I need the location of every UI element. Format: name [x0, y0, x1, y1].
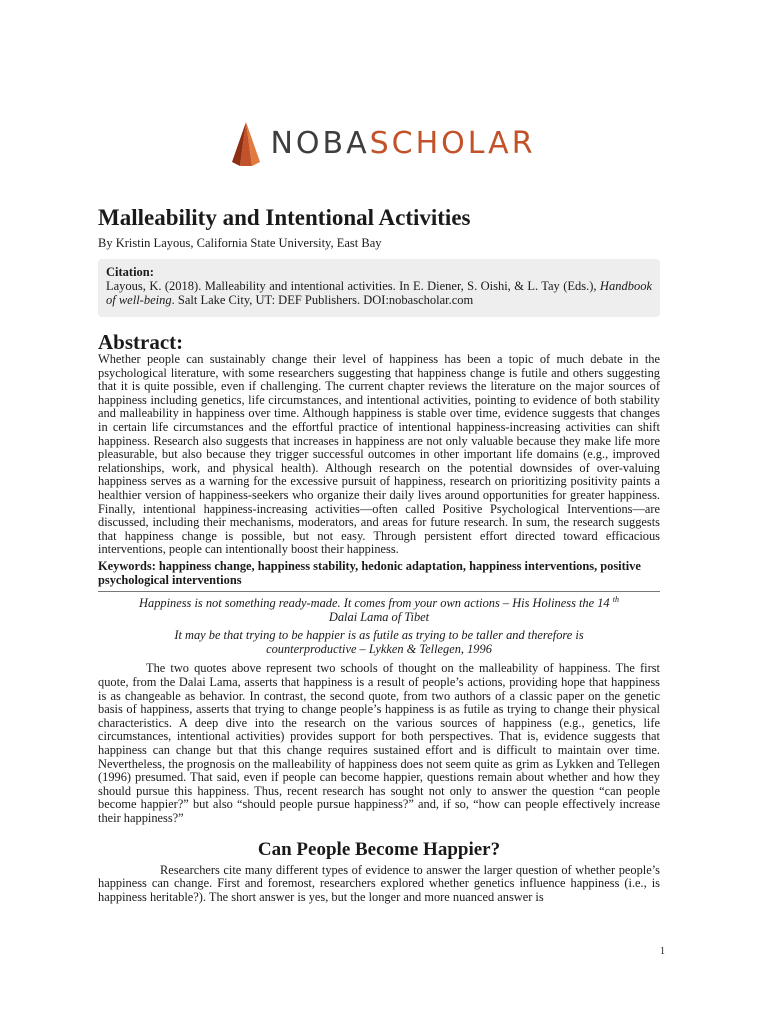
- citation-box: [98, 259, 660, 317]
- page-number: 1: [660, 946, 665, 957]
- abstract-heading: Abstract:: [98, 330, 184, 354]
- logo-scholar: SCHOLAR: [369, 126, 536, 161]
- citation-text-before: Layous, K. (2018). Malleability and intentional activities. In E. Diener, S. Oishi, & L. Tay (Eds.),: [106, 279, 600, 293]
- logo-noba: NOBA: [270, 126, 370, 161]
- noba-flame-icon: [232, 122, 260, 166]
- author-byline: By Kristin Layous, California State University, East Bay: [98, 236, 382, 250]
- abstract-text: Whether people can sustainably change their level of happiness has been a topic of much debate in the psychological literature, with some researchers suggesting that happiness change is futile and others suggesting that it is quite possible, even if challenging. The current chapter reviews the literature on the major sources of happiness including genetics, life circumstances, and intentional activities, pointing to evidence of both stability and malleability in happiness over time. Although happiness is stable over time, evidence suggests that changes in certain life circumstances and the effortful practice of intentional happiness-increasing activities can shift happiness. Research also suggests that increases in happiness are not only valuable because they make life more pleasurable, but also because they trigger successful outcomes in other important life domains (e.g., improved relationships, work, and physical health). Although research on the potential downsides of over-valuing happiness serves as a warning for the excessive pursuit of happiness, research on prioritizing positivity paints a healthier version of happiness-seekers who organize their daily lives around opportunities for greater happiness. Finally, intentional happiness-increasing activities—often called Positive Psychological Interventions—are discussed, including their mechanisms, moderators, and areas for future research. In sum, the research suggests that happiness change is possible, but not easy. Through persistent effort directed toward efficacious interventions, people can intentionally boost their happiness.: [98, 352, 660, 557]
- quote-1-after: Dalai Lama of Tibet: [328, 609, 430, 624]
- citation-text: [106, 279, 652, 307]
- noba-scholar-logo: [0, 122, 768, 166]
- section-heading: Can People Become Happier?: [257, 838, 501, 860]
- quote-1-before: Happiness is not something ready-made. It comes from your own actions – His Holiness the 14: [139, 596, 613, 611]
- intro-paragraph: The two quotes above represent two schools of thought on the malleability of happiness. The first quote, from the Dalai Lama, asserts that happiness is a result of people’s actions, providing hope that happiness is as changeable as behavior. In contrast, the second quote, from two authors of a classic paper on the genetic basis of happiness, asserts that trying to change people’s happiness is as futile as trying to change their physical characteristics. A deep dive into the research on the various sources of happiness (e.g., genetics, life circumstances, intentional activities) provides support for both perspectives. That is, evidence suggests that happiness can change but that this change requires sustained effort and is difficult to maintain over time. Nevertheless, the prognosis on the malleability of happiness does not seem quite as grim as Lykken and Tellegen (1996) presumed. That said, even if people can become happier, questions remain about whether and how they should pursue this happiness. Thus, recent research has sought not only to answer the question “can people become happier?” but also “should people pursue happiness?” and, if so, “how can people effectively increase their happiness?”: [98, 661, 660, 825]
- quote-1-superscript: th: [612, 594, 619, 604]
- citation-text-after: . Salt Lake City, UT: DEF Publishers. DOI:nobascholar.com: [171, 293, 474, 307]
- chapter-content: [98, 205, 660, 904]
- section-divider: [98, 591, 660, 592]
- keywords: Keywords: happiness change, happiness stability, hedonic adaptation, happiness interventions, positive psychological interventions: [98, 558, 641, 587]
- chapter-title: Malleability and Intentional Activities: [98, 205, 471, 230]
- quote-lykken-tellegen: It may be that trying to be happier is as futile as trying to be taller and therefore is counterproductive – Lykken & Tellegen, 1996: [174, 628, 584, 656]
- section-paragraph: Researchers cite many different types of evidence to answer the larger question of whether people’s happiness can change. First and foremost, researchers explored whether genetics influence happiness (i.e., is happiness heritable?). The short answer is yes, but the longer and more nuanced answer is: [98, 862, 660, 904]
- quote-dalai-lama: [98, 594, 660, 624]
- citation-label: Citation:: [106, 265, 154, 279]
- logo-wordmark: [270, 122, 535, 166]
- citation-book-title: Handbook of well-being: [106, 279, 652, 307]
